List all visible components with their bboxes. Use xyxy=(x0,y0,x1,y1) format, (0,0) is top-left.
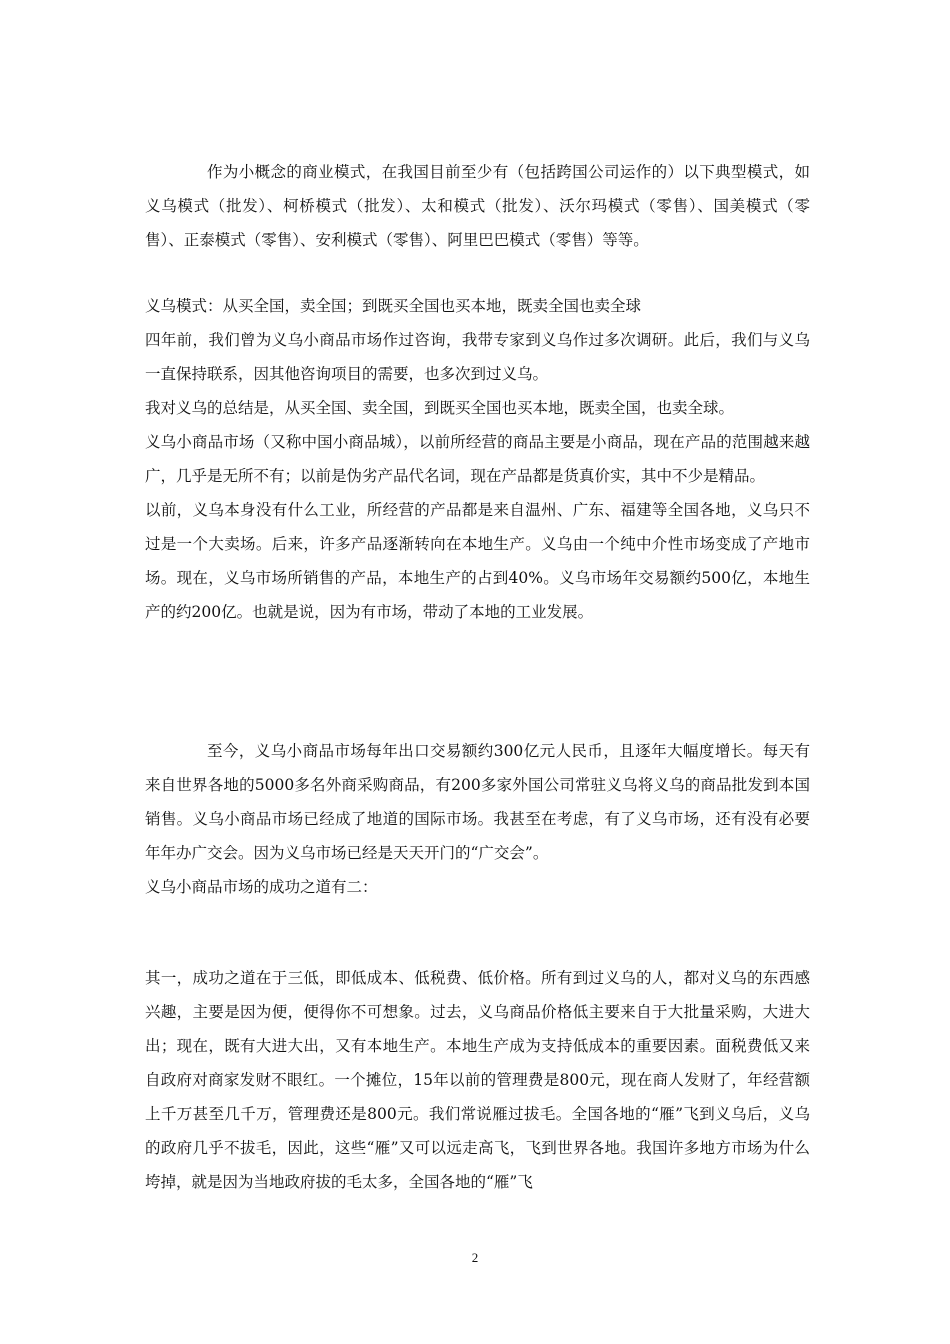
page-number: 2 xyxy=(471,1250,479,1265)
paragraph-four-years-ago: 四年前，我们曾为义乌小商品市场作过咨询，我带专家到义乌作过多次调研。此后，我们与义乌一直保持联系，因其他咨询项目的需要，也多次到过义乌。 xyxy=(145,331,810,383)
paragraph-intro-block xyxy=(145,155,810,257)
paragraph-yiwu-block xyxy=(145,289,810,629)
paragraph-small-commodity-market: 义乌小商品市场（又称中国小商品城），以前所经营的商品主要是小商品，现在产品的范围越来越广，几乎是无所不有；以前是伪劣产品代名词，现在产品都是货真价实，其中不少是精品。 xyxy=(145,433,810,485)
paragraph-intro: 作为小概念的商业模式，在我国目前至少有（包括跨国公司运作的）以下典型模式，如义乌模式（批发）、柯桥模式（批发）、太和模式（批发）、沃尔玛模式（零售）、国美模式（零售）、正泰模式（零售）、安利模式（零售）、阿里巴巴模式（零售）等等。 xyxy=(145,163,810,249)
paragraph-first-reason: 其一，成功之道在于三低，即低成本、低税费、低价格。所有到过义乌的人，都对义乌的东西感兴趣，主要是因为便，便得你不可想象。过去，义乌商品价格低主要来自于大批量采购，大进大出；现在，既有大进大出，又有本地生产。本地生产成为支持低成本的重要因素。面税费低又来自政府对商家发财不眼红。一个摊位，15年以前的管理费是800元，现在商人发财了，年经营额上千万甚至几千万，管理费还是800元。我们常说雁过拔毛。全国各地的“雁”飞到义乌后，义乌的政府几乎不拔毛，因此，这些“雁”又可以远走高飞，飞到世界各地。我国许多地方市场为什么垮掉，就是因为当地政府拔的毛太多，全国各地的“雁”飞 xyxy=(145,969,810,1191)
paragraph-success-intro: 义乌小商品市场的成功之道有二： xyxy=(145,878,378,896)
paragraph-export: 至今，义乌小商品市场每年出口交易额约300亿元人民币，且逐年大幅度增长。每天有来自世界各地的5000多名外商采购商品，有200多家外国公司常驻义乌将义乌的商品批发到本国销售。义乌小商品市场已经成了地道的国际市场。我甚至在考虑，有了义乌市场，还有没有必要年年办广交会。因为义乌市场已经是天天开门的“广交会”。 xyxy=(145,742,810,862)
paragraph-export-block xyxy=(145,734,810,904)
paragraph-summary: 我对义乌的总结是，从买全国、卖全国，到既买全国也买本地，既卖全国，也卖全球。 xyxy=(145,399,735,417)
section-heading-yiwu-model: 义乌模式：从买全国，卖全国；到既买全国也买本地，既卖全国也卖全球 xyxy=(145,297,642,315)
paragraph-industry: 以前，义乌本身没有什么工业，所经营的产品都是来自温州、广东、福建等全国各地，义乌只不过是一个大卖场。后来，许多产品逐渐转向在本地生产。义乌由一个纯中介性市场变成了产地市场。现在，义乌市场所销售的产品，本地生产的占到40%。义乌市场年交易额约500亿，本地生产的约200亿。也就是说，因为有市场，带动了本地的工业发展。 xyxy=(145,501,810,621)
paragraph-first-reason-block xyxy=(145,961,810,1199)
